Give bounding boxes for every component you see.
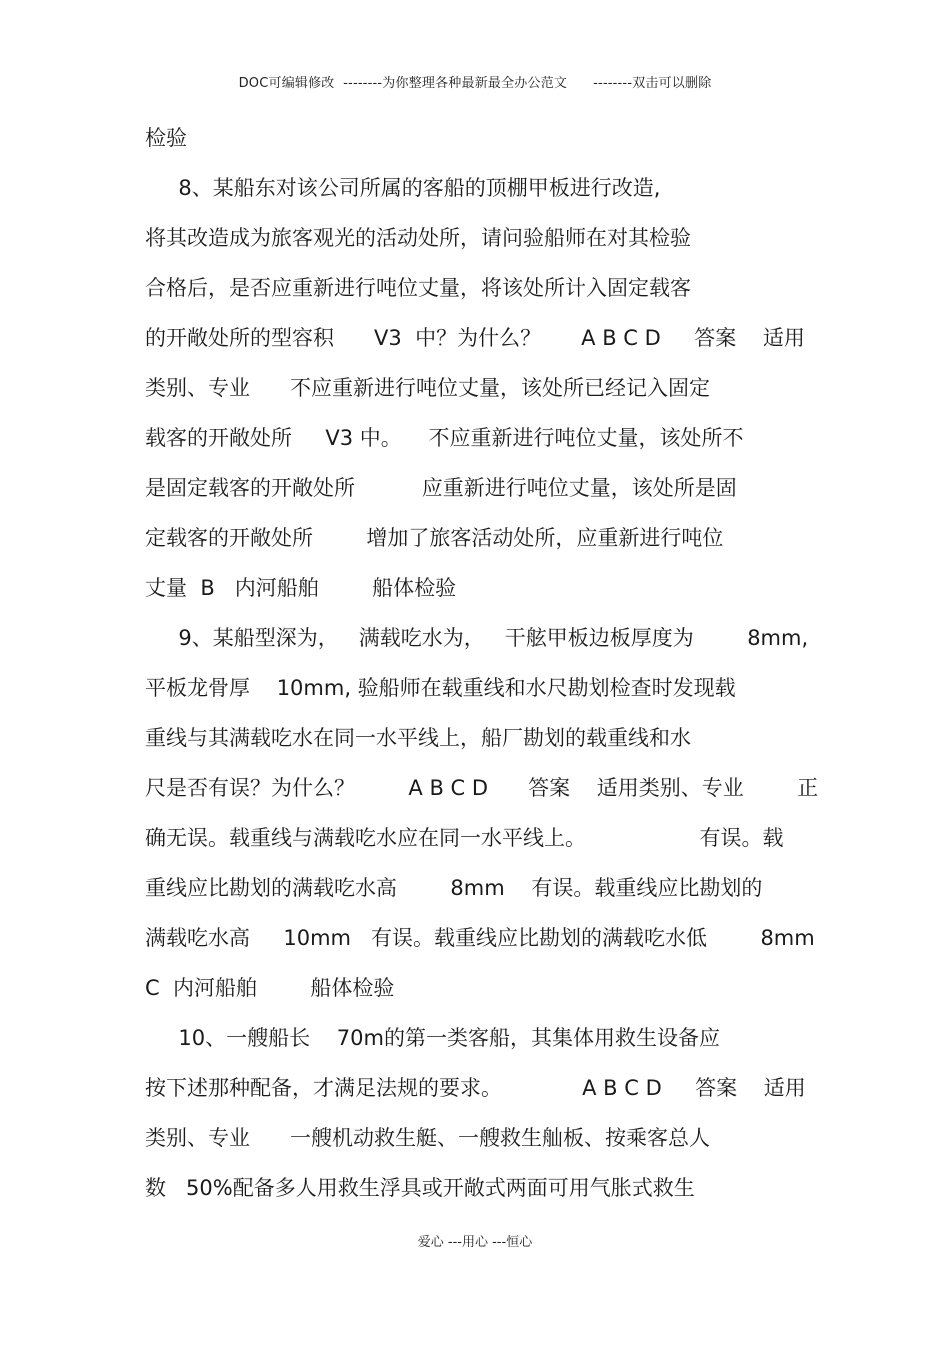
text-line: 8、某船东对该公司所属的客船的顶棚甲板进行改造,	[145, 176, 661, 200]
text-line: 的开敞处所的型容积 V3 中？为什么？ A B C D 答案 适用	[145, 326, 805, 350]
text-line: 重线应比勘划的满载吃水高 8mm 有误。载重线应比勘划的	[145, 876, 763, 900]
text-line: 10、一艘船长 70m的第一类客船，其集体用救生设备应	[145, 1026, 720, 1050]
text-line: 类别、专业 一艘机动救生艇、一艘救生舢板、按乘客总人	[145, 1126, 711, 1150]
text-line: 确无误。载重线与满载吃水应在同一水平线上。 有误。载	[145, 826, 784, 850]
text-line: 检验	[145, 126, 187, 150]
text-line: 是固定载客的开敞处所 应重新进行吨位丈量，该处所是固	[145, 476, 737, 500]
text-line: 平板龙骨厚 10mm, 验船师在载重线和水尺勘划检查时发现载	[145, 676, 736, 700]
text-line: 9、某船型深为， 满载吃水为， 干舷甲板边板厚度为 8mm,	[145, 626, 809, 650]
text-line: 数 50%配备多人用救生浮具或开敞式两面可用气胀式救生	[145, 1176, 695, 1200]
text-line: C 内河船舶 船体检验	[145, 976, 395, 1000]
text-line: 尺是否有误？为什么？ A B C D 答案 适用类别、专业 正	[145, 776, 819, 800]
page-header: DOC可编辑修改 --------为你整理各种最新最全办公范文 --------双击可以删除	[238, 76, 712, 91]
text-line: 满载吃水高 10mm 有误。载重线应比勘划的满载吃水低 8mm	[145, 926, 815, 950]
text-line: 重线与其满载吃水在同一水平线上，船厂勘划的载重线和水	[145, 726, 691, 750]
text-line: 载客的开敞处所 V3 中。 不应重新进行吨位丈量，该处所不	[145, 426, 744, 450]
text-line: 按下述那种配备，才满足法规的要求。 A B C D 答案 适用	[145, 1076, 806, 1100]
text-line: 丈量 B 内河船舶 船体检验	[145, 576, 457, 600]
text-line: 合格后，是否应重新进行吨位丈量，将该处所计入固定载客	[145, 276, 691, 300]
page-footer: 爱心 ---用心 ---恒心	[417, 1235, 533, 1250]
text-line: 将其改造成为旅客观光的活动处所，请问验船师在对其检验	[145, 226, 691, 250]
text-line: 定载客的开敞处所 增加了旅客活动处所，应重新进行吨位	[145, 526, 724, 550]
text-line: 类别、专业 不应重新进行吨位丈量，该处所已经记入固定	[145, 376, 711, 400]
